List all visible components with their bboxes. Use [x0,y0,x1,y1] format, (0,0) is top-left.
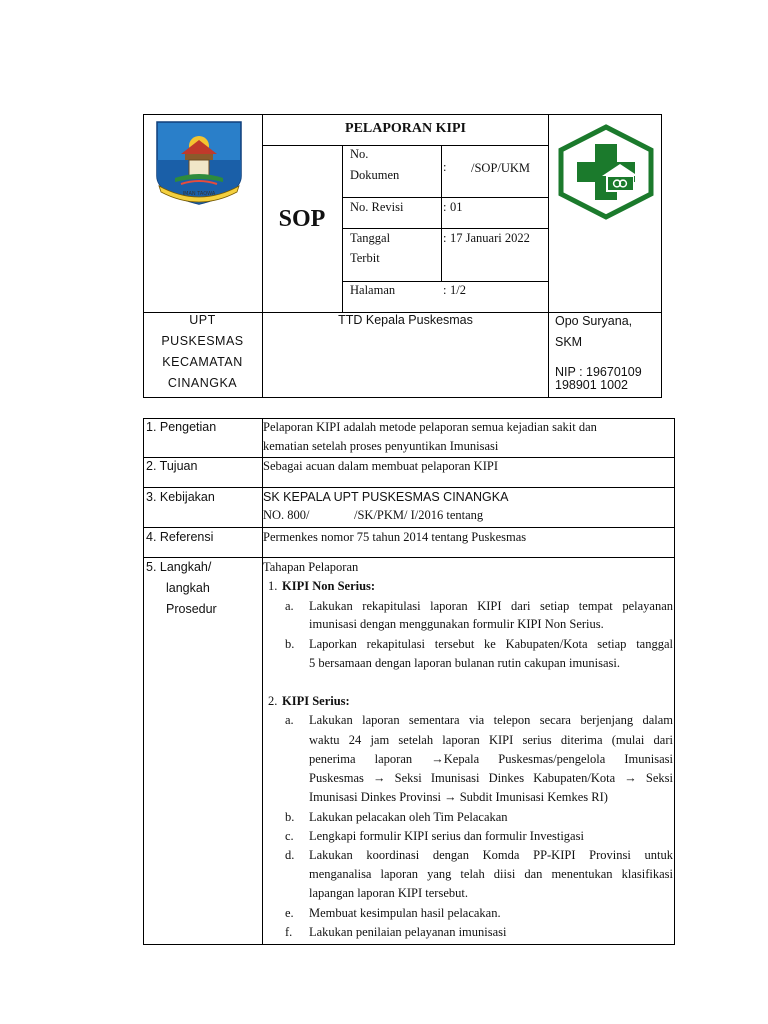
org-line-2: PUSKESMAS [161,334,244,348]
revision-label: No. Revisi [350,200,404,214]
org-line-1: UPT [189,313,216,327]
s1a-line-1: Lakukan rekapitulasi laporan KIPI dari setiap tempat pelayanan [309,599,673,613]
s2d-line-1: Lakukan koordinasi dengan Komda PP-KIPI Provinsi untuk [309,848,673,862]
kebijakan-line-2a: NO. 800/ [263,508,310,522]
s2f-marker: f. [285,925,293,939]
langkah-intro: Tahapan Pelaporan [263,560,359,574]
kebijakan-line-2b: /SK/PKM/ I/2016 tentang [354,508,484,522]
referensi-label: 4. Referensi [146,530,214,544]
kebijakan-line-1: SK KEPALA UPT PUSKESMAS CINANGKA [263,490,509,504]
s2d-line-3: lapangan laporan KIPI tersebut. [309,886,468,900]
doc-number-value: /SOP/UKM [471,161,531,175]
section-2-title: KIPI Serius: [282,694,350,708]
revision-colon: : [443,200,447,214]
puskesmas-logo [556,124,656,220]
s2a-marker: a. [285,713,294,727]
s2a-line-2: waktu 24 jam setelah laporan KIPI serius diterima (mulai dari [309,733,673,747]
s2b-line-1: Lakukan pelacakan oleh Tim Pelacakan [309,810,508,824]
page-colon: : [443,283,447,297]
revision-value: 01 [450,200,463,214]
langkah-label-3: Prosedur [166,602,217,616]
kebijakan-label: 3. Kebijakan [146,490,215,504]
s1b-line-2: 5 bersamaan dengan laporan bulanan rutin cakupan imunisasi. [309,656,621,670]
org-line-4: CINANGKA [167,376,238,390]
signer-name-1: Opo Suryana, [555,314,633,328]
doc-number-colon: : [443,160,447,174]
section-2-number: 2. [268,694,278,708]
doc-number-label-1: No. [350,147,369,161]
s2c-line-1: Lengkapi formulir KIPI serius dan formulir Investigasi [309,829,584,843]
issue-date-label-1: Tanggal [350,231,391,245]
pengertian-line-1: Pelaporan KIPI adalah metode pelaporan semua kejadian sakit dan [263,420,597,434]
s2b-marker: b. [285,810,295,824]
langkah-label-2: langkah [166,581,210,595]
langkah-label-1: 5. Langkah/ [146,560,212,574]
s2d-marker: d. [285,848,295,862]
s2f-line-1: Lakukan penilaian pelayanan imunisasi [309,925,507,939]
referensi-text: Permenkes nomor 75 tahun 2014 tentang Puskesmas [263,530,527,544]
page-value: 1/2 [450,283,466,297]
s2d-line-2: menganalisa laporan yang telah diisi dan menentukan klasifikasi [309,867,673,881]
issue-date-label-2: Terbit [350,251,380,265]
sop-label: SOP [278,206,326,232]
doc-number-label-2: Dokumen [350,168,400,182]
s2e-line-1: Membuat kesimpulan hasil pelacakan. [309,906,501,920]
s1a-marker: a. [285,599,294,613]
org-line-3: KECAMATAN [162,355,243,369]
signer-name-2: SKM [555,335,583,349]
pengertian-label: 1. Pengetian [146,420,217,434]
s2a-line-3: penerima laporan →Kepala Puskesmas/pengelola Imunisasi [309,752,673,766]
signer-nip-2: 198901 1002 [555,378,628,392]
page-label: Halaman [350,283,396,297]
logo-motto: IMAN TAQWA [182,191,216,197]
s2c-marker: c. [285,829,294,843]
signer-nip-1: NIP : 19670109 [555,365,642,379]
section-1-number: 1. [268,579,278,593]
issue-date-colon: : [443,231,447,245]
tujuan-label: 2. Tujuan [146,459,198,473]
s1a-line-2: imunisasi dengan menggunakan formulir KIPI Non Serius. [309,617,604,631]
s1b-marker: b. [285,637,295,651]
s2a-line-4: Puskesmas → Seksi Imunisasi Dinkes Kabupaten/Kota → Seksi [309,771,673,785]
s2a-line-5: Imunisasi Dinkes Provinsi → Subdit Imunisasi Kemkes RI) [309,790,608,804]
regency-logo [151,120,247,206]
document-title: PELAPORAN KIPI [345,121,466,136]
section-1-title: KIPI Non Serius: [282,579,376,593]
tujuan-text: Sebagai acuan dalam membuat pelaporan KIPI [263,459,498,473]
signature-label: TTD Kepala Puskesmas [338,313,473,327]
pengertian-line-2: kematian setelah proses penyuntikan Imunisasi [263,439,499,453]
s2a-line-1: Lakukan laporan sementara via telepon secara berjenjang dalam [309,713,673,727]
issue-date-value: 17 Januari 2022 [450,231,530,245]
s2e-marker: e. [285,906,294,920]
s1b-line-1: Laporkan rekapitulasi tersebut ke Kabupaten/Kota setiap tanggal [309,637,673,651]
